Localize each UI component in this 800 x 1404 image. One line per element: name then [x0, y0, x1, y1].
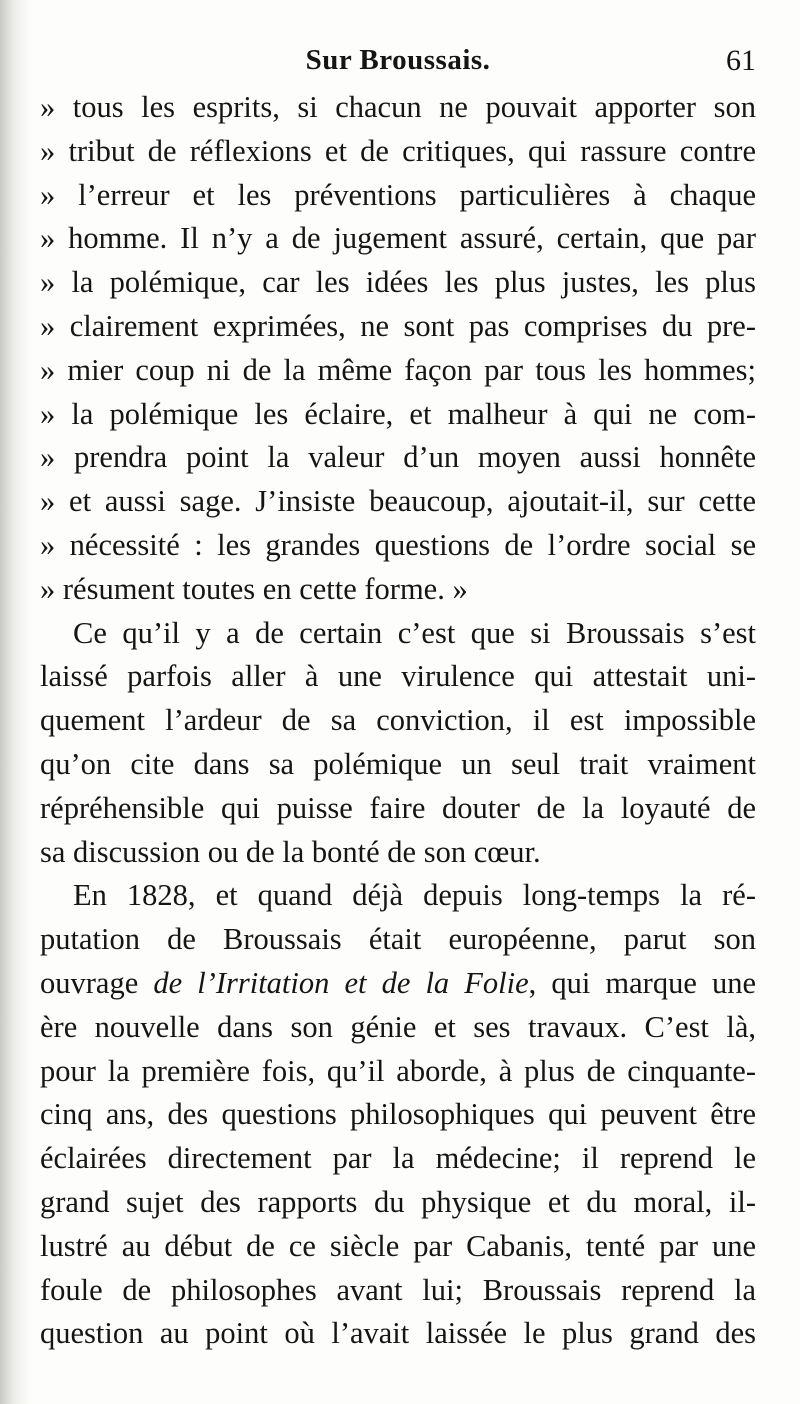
- running-title: Sur Broussais.: [305, 44, 491, 76]
- text-line: éclairées directement par la médecine; il reprend le: [40, 1141, 756, 1176]
- text-line: En 1828, et quand déjà depuis long-temps la ré-: [73, 878, 756, 913]
- text-line-with-title: [40, 962, 756, 1006]
- text-line: Ce qu’il y a de certain c’est que si Broussais s’est: [73, 615, 756, 650]
- page-gutter-shadow: [0, 0, 30, 1404]
- text-line: foule de philosophes avant lui; Broussais reprend la: [40, 1272, 756, 1307]
- text-line: lustré au début de ce siècle par Cabanis, tenté par une: [40, 1228, 756, 1263]
- text-line: laissé parfois aller à une virulence qui attestait uni-: [40, 659, 756, 694]
- text-line: » prendra point la valeur d’un moyen aussi honnête: [40, 440, 756, 475]
- text-line: » tous les esprits, si chacun ne pouvait apporter son: [40, 90, 756, 124]
- body-text: [40, 86, 756, 1356]
- text-segment: , qui marque une: [528, 965, 756, 1000]
- text-line: » nécessité : les grandes questions de l’ordre social se: [40, 527, 756, 562]
- text-line: » et aussi sage. J’insiste beaucoup, ajoutait-il, sur cette: [40, 484, 756, 519]
- text-line: » résument toutes en cette forme. »: [40, 571, 468, 606]
- text-line: question au point où l’avait laissée le plus grand des: [40, 1316, 756, 1351]
- text-line: » la polémique, car les idées les plus justes, les plus: [40, 265, 756, 300]
- text-line: quement l’ardeur de sa conviction, il est impossible: [40, 703, 756, 738]
- page-number: 61: [726, 44, 756, 77]
- text-line: qu’on cite dans sa polémique un seul trait vraiment: [40, 746, 756, 781]
- text-line: répréhensible qui puisse faire douter de la loyauté de: [40, 790, 756, 825]
- text-line: » tribut de réflexions et de critiques, qui rassure contre: [40, 133, 756, 168]
- text-line: » l’erreur et les préventions particulières à chaque: [40, 177, 756, 212]
- text-line: » la polémique les éclaire, et malheur à qui ne com-: [40, 396, 756, 431]
- text-line: » mier coup ni de la même façon par tous les hommes;: [40, 352, 756, 387]
- page-header: [40, 36, 756, 86]
- book-title-italic: de l’Irritation et de la Folie: [153, 965, 529, 1000]
- text-segment: ouvrage: [40, 965, 154, 1000]
- text-line: cinq ans, des questions philosophiques qui peuvent être: [40, 1097, 756, 1132]
- text-line: sa discussion ou de la bonté de son cœur.: [40, 834, 541, 869]
- text-line: grand sujet des rapports du physique et du moral, il-: [40, 1184, 756, 1219]
- text-line: putation de Broussais était européenne, parut son: [40, 922, 756, 957]
- text-line: » clairement exprimées, ne sont pas comprises du pre-: [40, 308, 756, 343]
- text-line: ère nouvelle dans son génie et ses travaux. C’est là,: [40, 1009, 756, 1044]
- text-line: pour la première fois, qu’il aborde, à plus de cinquante-: [40, 1053, 756, 1088]
- text-line: » homme. Il n’y a de jugement assuré, certain, que par: [40, 221, 756, 256]
